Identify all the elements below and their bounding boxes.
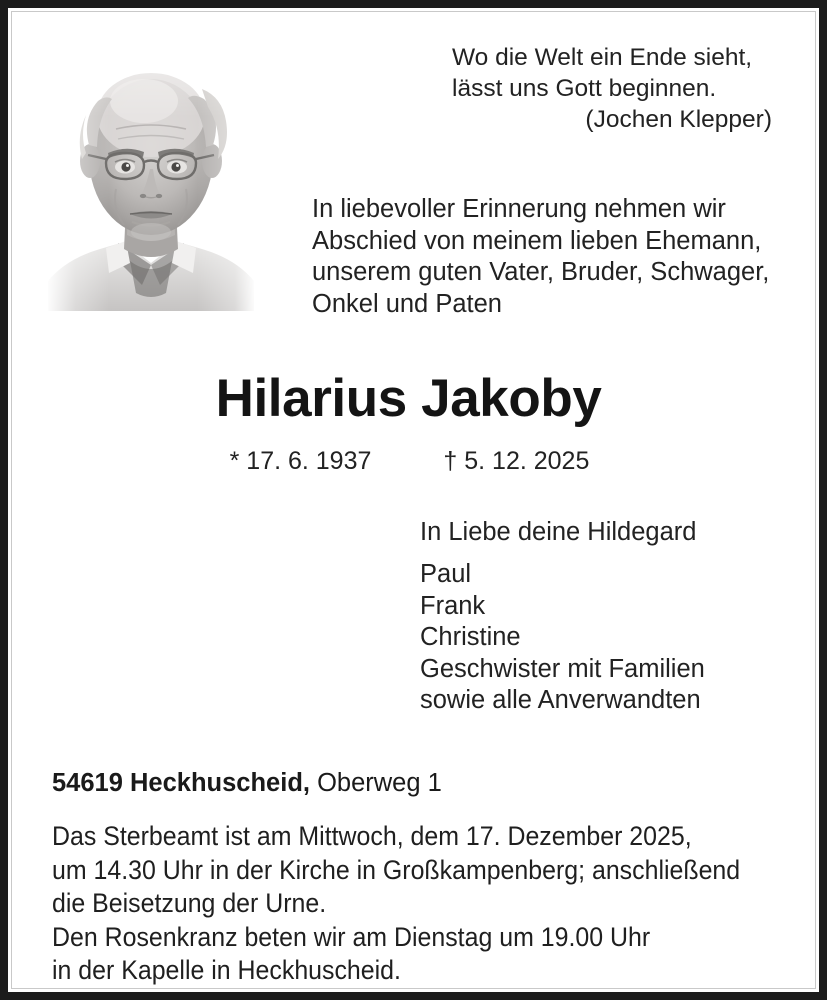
mourners-list xyxy=(420,517,780,717)
mourner-item: Frank xyxy=(420,591,486,620)
announcement-line-4: Onkel und Paten xyxy=(312,289,502,318)
memorial-quote xyxy=(452,42,772,135)
address-street: Oberweg 1 xyxy=(309,769,442,797)
service-line-2: um 14.30 Uhr in der Kirche in Großkampenberg; anschließend xyxy=(52,854,741,885)
service-line-4: Den Rosenkranz beten wir am Dienstag um 19.00 Uhr xyxy=(52,921,651,952)
funeral-service-details xyxy=(52,820,802,988)
address-line xyxy=(52,767,442,799)
announcement-line-3: unserem guten Vater, Bruder, Schwager, xyxy=(312,258,770,286)
announcement-line-2: Abschied von meinem lieben Ehemann, xyxy=(312,226,762,255)
birth-date: * 17. 6. 1937 xyxy=(229,447,372,475)
portrait-photo xyxy=(46,49,256,311)
mourners-lead: In Liebe deine Hildegard xyxy=(420,518,697,546)
service-line-3: die Beisetzung der Urne. xyxy=(52,888,327,918)
address-city: 54619 Heckhuscheid, xyxy=(52,769,310,797)
notice-inner-frame xyxy=(11,11,816,989)
life-dates xyxy=(12,446,815,477)
mourner-item: Paul xyxy=(420,560,472,588)
mourner-item: sowie alle Anverwandten xyxy=(420,686,701,714)
announcement-text xyxy=(312,194,812,320)
announcement-line-1: In liebevoller Erinnerung nehmen wir xyxy=(312,195,726,223)
service-line-1: Das Sterbeamt ist am Mittwoch, dem 17. Dezember 2025, xyxy=(52,821,692,851)
mourner-item: Christine xyxy=(420,623,521,651)
quote-line-2: lässt uns Gott beginnen. xyxy=(452,75,717,102)
deceased-name: Hilarius Jakoby xyxy=(215,369,602,428)
quote-line-1: Wo die Welt ein Ende sieht, xyxy=(452,44,753,71)
mourner-item: Geschwister mit Familien xyxy=(420,654,705,683)
death-date: † 5. 12. 2025 xyxy=(443,447,590,475)
quote-attribution: (Jochen Klepper) xyxy=(585,106,772,133)
service-line-5: in der Kapelle in Heckhuscheid. xyxy=(52,955,401,985)
